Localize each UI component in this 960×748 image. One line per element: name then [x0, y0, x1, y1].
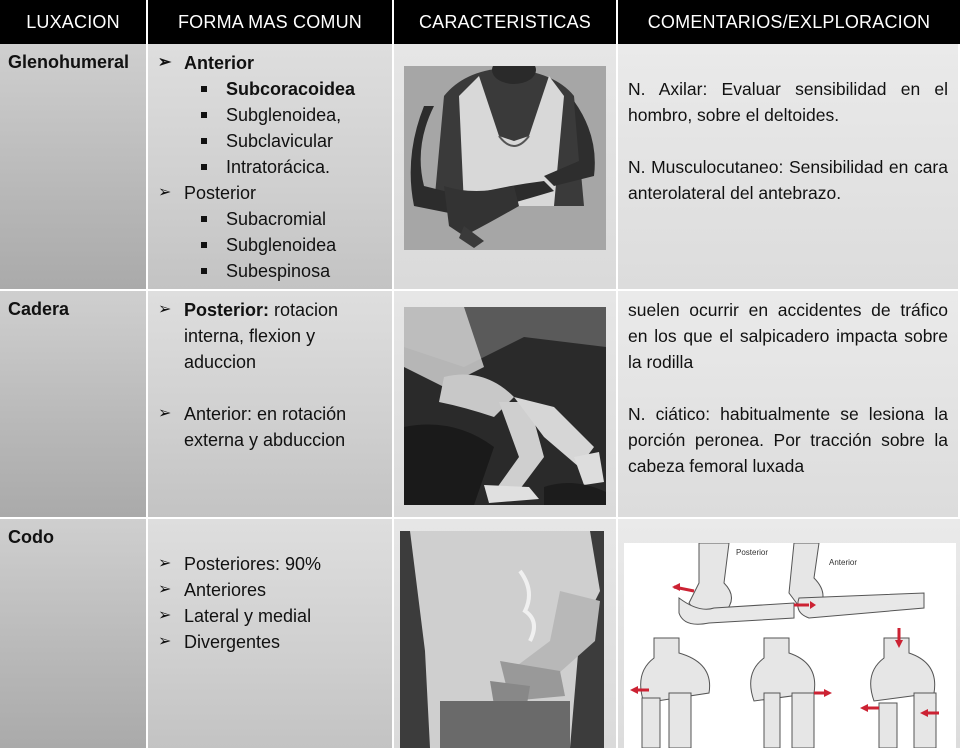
row-glenohumeral-comments-cell — [618, 44, 960, 291]
comment-text: N. Musculocutaneo: Sensibilidad en cara anterolateral del antebrazo. — [628, 157, 948, 203]
list-item: Intratorácica. — [148, 154, 392, 180]
header-caracteristicas: CARACTERISTICAS — [394, 0, 618, 44]
list-item: ➢ Lateral y medial — [148, 603, 392, 629]
forms-list — [148, 44, 392, 284]
diagram-label-posterior: Posterior — [736, 548, 769, 557]
list-item: ➢ Anterior: en rotación externa y abduccion — [148, 401, 372, 453]
row-codo-comments-cell — [618, 519, 960, 748]
row-cadera-comments-cell — [618, 291, 960, 519]
header-forma-mas-comun: FORMA MAS COMUN — [148, 0, 394, 44]
list-item: ➢ Posteriores: 90% — [148, 551, 392, 577]
list-item: ➢ Divergentes — [148, 629, 392, 655]
hip-photo — [404, 307, 606, 505]
list-item: Subglenoidea, — [148, 102, 392, 128]
forms-list — [148, 519, 392, 655]
list-item: Subglenoidea — [148, 232, 392, 258]
diagram-label-anterior: Anterior — [829, 558, 858, 567]
list-item: Subespinosa — [148, 258, 392, 284]
elbow-photo — [400, 531, 604, 748]
row-label-glenohumeral: Glenohumeral — [8, 52, 130, 72]
row-label-cadera: Cadera — [8, 299, 70, 319]
comment-text: suelen ocurrir en accidentes de tráfico en los que el salpicadero impacta sobre la rodilla — [628, 300, 948, 372]
list-item: ➢ Anterior — [148, 50, 392, 76]
forms-list — [148, 291, 392, 453]
comment-text: N. ciático: habitualmente se lesiona la porción peronea. Por tracción sobre la cabeza femoral luxada — [628, 404, 948, 476]
row-codo-photo-cell — [394, 519, 618, 748]
list-item: ➢ Posterior: rotacion interna, flexion y aduccion — [148, 297, 372, 375]
list-item: ➢ Posterior — [148, 180, 392, 206]
shoulder-photo — [404, 66, 606, 250]
row-codo-forms-cell — [148, 519, 394, 748]
row-glenohumeral-label-cell — [0, 44, 148, 291]
row-label-codo: Codo — [8, 527, 54, 547]
row-cadera-photo-cell — [394, 291, 618, 519]
list-item: Subacromial — [148, 206, 392, 232]
list-item: ➢ Anteriores — [148, 577, 392, 603]
list-item: Subclavicular — [148, 128, 392, 154]
list-item: Subcoracoidea — [148, 76, 392, 102]
header-luxacion: LUXACION — [0, 0, 148, 44]
row-glenohumeral-forms-cell — [148, 44, 394, 291]
elbow-dislocation-diagram — [624, 543, 956, 748]
comment-text: N. Axilar: Evaluar sensibilidad en el hombro, sobre el deltoides. — [628, 79, 948, 125]
header-comentarios: COMENTARIOS/EXLPLORACION — [618, 0, 960, 44]
row-cadera-forms-cell — [148, 291, 394, 519]
row-cadera-label-cell — [0, 291, 148, 519]
row-codo-label-cell — [0, 519, 148, 748]
row-glenohumeral-photo-cell — [394, 44, 618, 291]
